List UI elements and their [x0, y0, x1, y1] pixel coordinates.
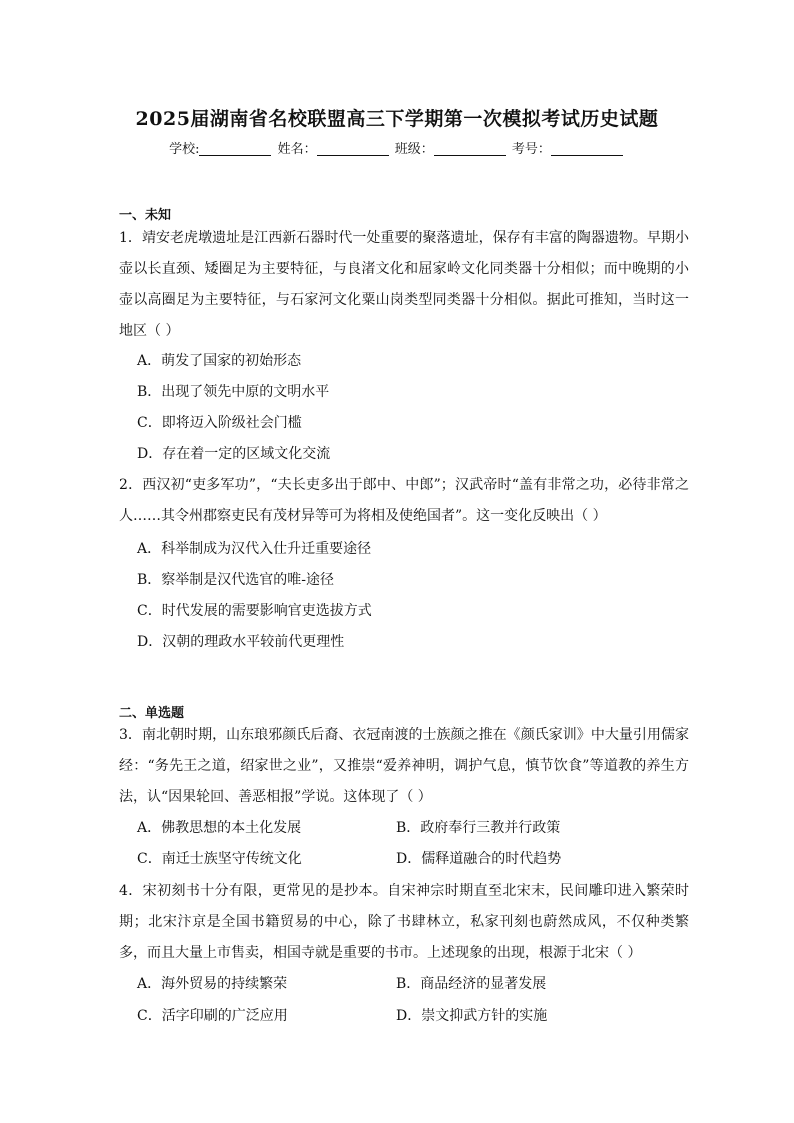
question-2-option-d[interactable]: D．汉朝的理政水平较前代更理性 [137, 634, 345, 650]
question-3-option-b[interactable]: B．政府奉行三教并行政策 [396, 820, 561, 836]
school-label: 学校: [169, 142, 200, 157]
school-blank[interactable] [199, 141, 271, 156]
class-blank[interactable] [434, 141, 506, 156]
question-4-stem: 4．宋初刻书十分有限，更常见的是抄本。自宋神宗时期直至北宋末，民间雕印进入繁荣时期；北宋汴京是全国书籍贸易的中心，除了书肆林立，私家刊刻也蔚然成风，不仅种类繁多，而且大量上市售卖，相国寺就是重要的书市。上述现象的出现，根源于北宋（ ） [119, 883, 689, 961]
class-label: 班级： [394, 142, 434, 157]
section-heading-single-choice: 二、单选题 [119, 706, 185, 721]
question-1-option-b[interactable]: B．出现了领先中原的文明水平 [137, 384, 330, 400]
name-blank[interactable] [317, 141, 389, 156]
question-1-stem: 1．靖安老虎墩遗址是江西新石器时代一处重要的聚落遗址，保存有丰富的陶器遗物。早期小壶以长直颈、矮圈足为主要特征，与良渚文化和屈家岭文化同类器十分相似；而中晚期的小壶以高圈足为主要特征，与石家河文化粟山岗类型同类器十分相似。据此可推知，当时这一地区（ ） [119, 230, 689, 339]
question-3-option-d[interactable]: D．儒释道融合的时代趋势 [396, 851, 562, 867]
question-3-stem: 3．南北朝时期，山东琅邪颜氏后裔、衣冠南渡的士族颜之推在《颜氏家训》中大量引用儒家经：“务先王之道，绍家世之业”，又推崇“爱养神明，调护气息，慎节饮食”等道教的养生方法，认“因果轮回、善恶相报”学说。这体现了（ ） [119, 727, 689, 805]
question-2-option-a[interactable]: A．科举制成为汉代入仕升迁重要途径 [137, 541, 372, 557]
question-4-option-b[interactable]: B．商品经济的显著发展 [396, 976, 547, 992]
question-1-option-a[interactable]: A．萌发了国家的初始形态 [137, 353, 302, 369]
exam-no-label: 考号： [511, 142, 551, 157]
exam-title: 2025届湖南省名校联盟高三下学期第一次模拟考试历史试题 [135, 108, 659, 130]
name-label: 姓名： [277, 142, 317, 157]
question-3-option-c[interactable]: C．南迁士族坚守传统文化 [137, 851, 302, 867]
question-3-option-a[interactable]: A．佛教思想的本土化发展 [137, 820, 302, 836]
question-1-option-d[interactable]: D．存在着一定的区域文化交流 [137, 446, 331, 462]
question-2-option-c[interactable]: C．时代发展的需要影响官吏选拔方式 [137, 603, 372, 619]
question-2-stem: 2．西汉初“吏多军功”，“夫长吏多出于郎中、中郎”；汉武帝时“盖有非常之功，必待非常之人……其令州郡察吏民有茂材异等可为将相及使绝国者”。这一变化反映出（ ） [119, 477, 689, 524]
question-2-option-b[interactable]: B．察举制是汉代选官的唯-途径 [137, 572, 335, 588]
question-4-option-c[interactable]: C．活字印刷的广泛应用 [137, 1008, 288, 1024]
question-4-option-a[interactable]: A．海外贸易的持续繁荣 [137, 976, 288, 992]
student-info-line [0, 138, 794, 157]
question-4-option-d[interactable]: D．崇文抑武方针的实施 [396, 1008, 548, 1024]
question-1-option-c[interactable]: C．即将迈入阶级社会门槛 [137, 415, 302, 431]
section-heading-unknown: 一、未知 [119, 208, 172, 223]
exam-no-blank[interactable] [551, 141, 623, 156]
